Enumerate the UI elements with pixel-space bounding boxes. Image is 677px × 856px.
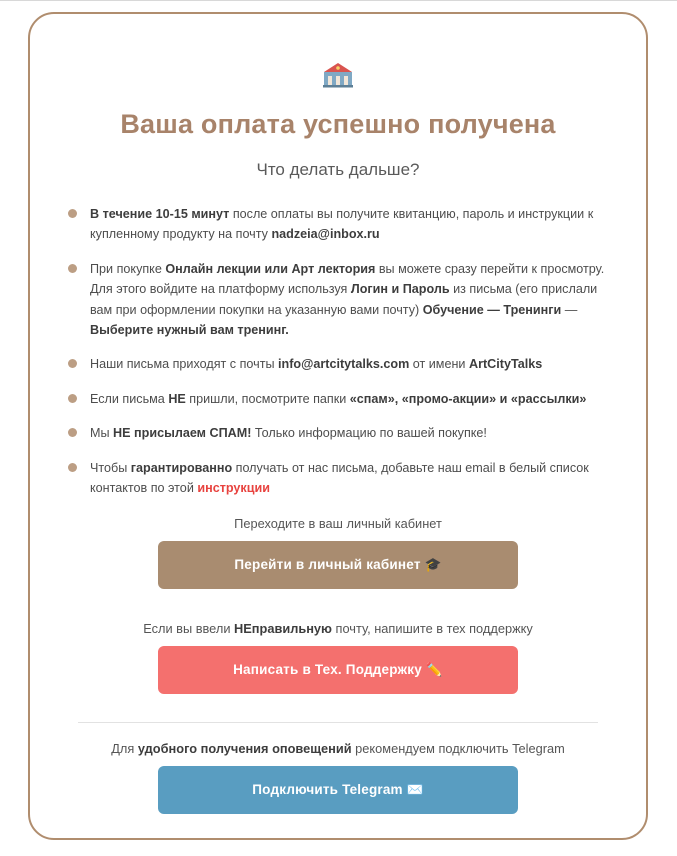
- emphasis-text: удобного получения оповещений: [137, 741, 352, 757]
- art-city-talks-logo-icon: [321, 60, 355, 90]
- body-text: рекомендуем подключить Telegram: [351, 741, 565, 757]
- emphasis-text: гарантированно: [130, 460, 233, 475]
- support-cta-label: [64, 621, 612, 636]
- list-item: [68, 389, 610, 409]
- emphasis-text: НЕ: [168, 391, 186, 406]
- emphasis-text: Логин и Пароль: [350, 282, 450, 297]
- bullet-icon: [68, 209, 77, 218]
- emphasis-text: НЕ присылаем СПАМ!: [113, 426, 252, 441]
- body-text: из письма (его прислали вам при оформлении покупки на указанную вами почту): [90, 282, 598, 317]
- body-text: почту, напишите в тех поддержку: [331, 621, 533, 637]
- list-item-text: [90, 262, 604, 337]
- body-text: пришли, посмотрите папки: [185, 391, 350, 406]
- list-item-text: [90, 357, 542, 371]
- telegram-cta-label: [64, 741, 612, 756]
- bullet-icon: [68, 428, 77, 437]
- body-text: Чтобы: [90, 460, 131, 475]
- body-text: —: [561, 302, 578, 317]
- content-card: [28, 12, 648, 840]
- connect-telegram-button[interactable]: Подключить Telegram ✉️: [158, 766, 518, 814]
- list-item-text: [90, 207, 593, 241]
- emphasis-text: В течение 10-15 минут: [90, 207, 230, 221]
- body-text: Мы: [90, 426, 114, 441]
- body-text: Только информацию по вашей покупке!: [251, 426, 487, 441]
- list-item-text: [90, 392, 586, 406]
- bullet-icon: [68, 394, 77, 403]
- body-text: Наши письма приходят с почты: [90, 357, 279, 372]
- body-text: Если вы ввели: [143, 621, 235, 637]
- emphasis-text: НЕправильную: [234, 621, 332, 637]
- list-item: [68, 423, 610, 443]
- spacer-1: [64, 589, 612, 603]
- list-item-text: [90, 461, 589, 495]
- body-text: Если письма: [90, 391, 169, 406]
- body-text: после оплаты вы получите квитанцию, пароль и инструкции к купленному продукту на почту: [90, 207, 594, 242]
- emphasis-text: nadzeia@inbox.ru: [271, 227, 380, 242]
- page-subtitle: Что делать дальше?: [256, 160, 420, 179]
- body-text: от имени: [409, 357, 469, 372]
- cabinet-cta-label: Переходите в ваш личный кабинет: [234, 516, 442, 532]
- bullet-icon: [68, 359, 77, 368]
- go-to-cabinet-button[interactable]: Перейти в личный кабинет 🎓: [158, 541, 518, 589]
- body-text: Для: [111, 741, 138, 757]
- list-item-text: [90, 426, 487, 440]
- instruction-link[interactable]: инструкции: [197, 480, 270, 495]
- logo-container: [64, 60, 612, 95]
- page-title: Ваша оплата успешно получена: [120, 109, 556, 139]
- instructions-list: [64, 204, 612, 498]
- body-text: получать от нас письма, добавьте наш email в белый список контактов по этой: [90, 460, 589, 495]
- emphasis-text: Выберите нужный вам тренинг.: [90, 322, 289, 337]
- body-text: вы можете сразу перейти к просмотру. Для этого войдите на платформу используя: [90, 261, 605, 297]
- contact-support-button[interactable]: Написать в Тех. Поддержку ✏️: [158, 646, 518, 694]
- list-item: [68, 458, 610, 499]
- emphasis-text: Онлайн лекции или Арт лектория: [165, 261, 376, 276]
- section-divider: [78, 722, 598, 723]
- emphasis-text: «спам», «промо-акции» и «рассылки»: [349, 391, 587, 406]
- list-item: [68, 259, 610, 341]
- body-text: При покупке: [90, 261, 166, 276]
- emphasis-text: ArtCityTalks: [468, 357, 543, 372]
- list-item: [68, 204, 610, 245]
- bullet-icon: [68, 463, 77, 472]
- top-divider: [0, 0, 677, 1]
- emphasis-text: Обучение — Тренинги: [422, 302, 562, 317]
- emphasis-text: info@artcitytalks.com: [278, 357, 410, 372]
- bullet-icon: [68, 264, 77, 273]
- list-item: [68, 354, 610, 374]
